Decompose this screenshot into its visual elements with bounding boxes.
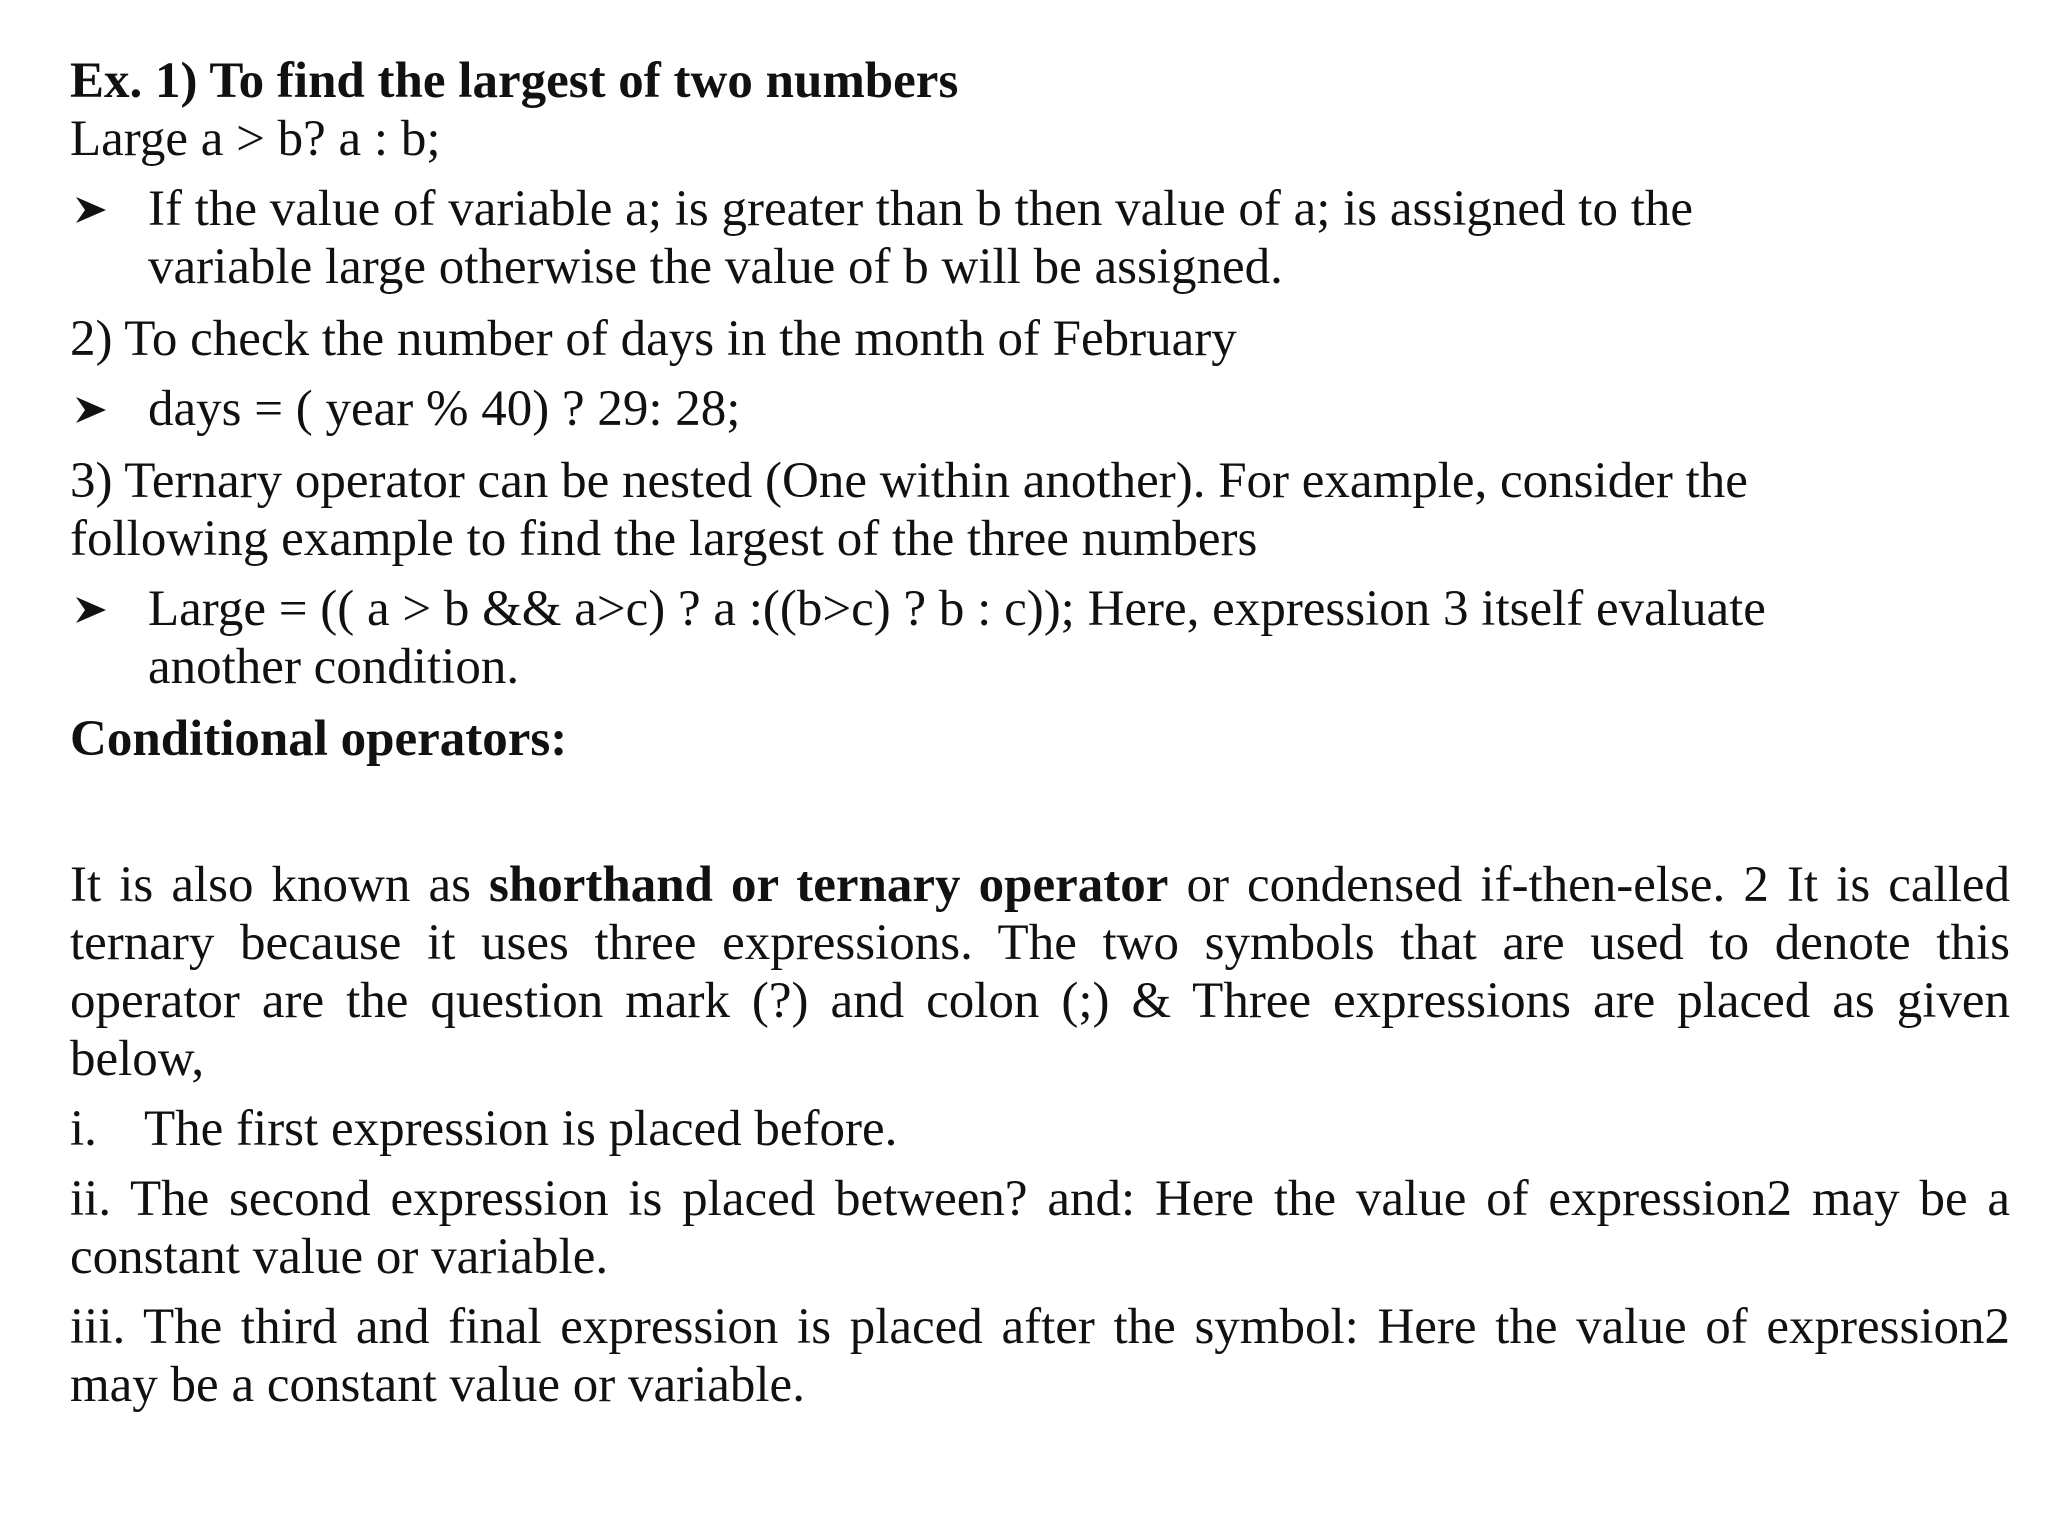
example2-heading: 2) To check the number of days in the month of February xyxy=(70,311,1237,367)
example2-bullet xyxy=(70,380,2010,438)
paragraph-rest: or condensed if-then-else. 2 It is called ternary because it uses three expressions. The two symbols that are used to denote this operator are the question mark (?) and colon (;) & Three expressions are placed as given below, xyxy=(70,857,2010,1087)
example3-heading-line1: 3) Ternary operator can be nested (One within another). For example, consider the xyxy=(70,453,1748,509)
example1-code: Large a > b? a : b; xyxy=(70,111,441,167)
list-item-i xyxy=(70,1100,2010,1158)
section-paragraph xyxy=(70,856,2010,1088)
example1-heading: Ex. 1) To find the largest of two numbers xyxy=(70,53,959,109)
example3-heading-line2: following example to find the largest of the three numbers xyxy=(70,511,1258,567)
list-item-iii: iii. The third and final expression is placed after the symbol: Here the value of expression2 may be a constant value or variable. xyxy=(70,1299,2010,1413)
list-item-ii: ii. The second expression is placed between? and: Here the value of expression2 may be a constant value or variable. xyxy=(70,1171,2010,1285)
paragraph-start: It is also known as xyxy=(70,857,489,913)
example2-bullet-text: days = ( year % 40) ? 29: 28; xyxy=(148,381,741,437)
section-title: Conditional operators: xyxy=(70,711,568,767)
example3-bullet-line2: another condition. xyxy=(148,639,520,695)
paragraph-bold-term: shorthand or ternary operator xyxy=(489,857,1169,913)
example3-bullet xyxy=(70,580,2010,696)
list-item-i-text: The first expression is placed before. xyxy=(144,1101,898,1157)
example1-bullet-line1: If the value of variable a; is greater than b then value of a; is assigned to the xyxy=(148,181,1694,237)
example3-bullet-line1: Large = (( a > b && a>c) ? a :((b>c) ? b : c)); Here, expression 3 itself evaluate xyxy=(148,581,1766,637)
document-page xyxy=(70,52,2010,1414)
example1-bullet-line2: variable large otherwise the value of b will be assigned. xyxy=(148,239,1283,295)
arrowhead-bullet-icon xyxy=(72,380,112,438)
example1-bullet xyxy=(70,180,2010,296)
arrowhead-bullet-icon xyxy=(72,180,112,238)
arrowhead-bullet-icon xyxy=(72,580,112,638)
list-marker-i: i. xyxy=(70,1101,97,1157)
